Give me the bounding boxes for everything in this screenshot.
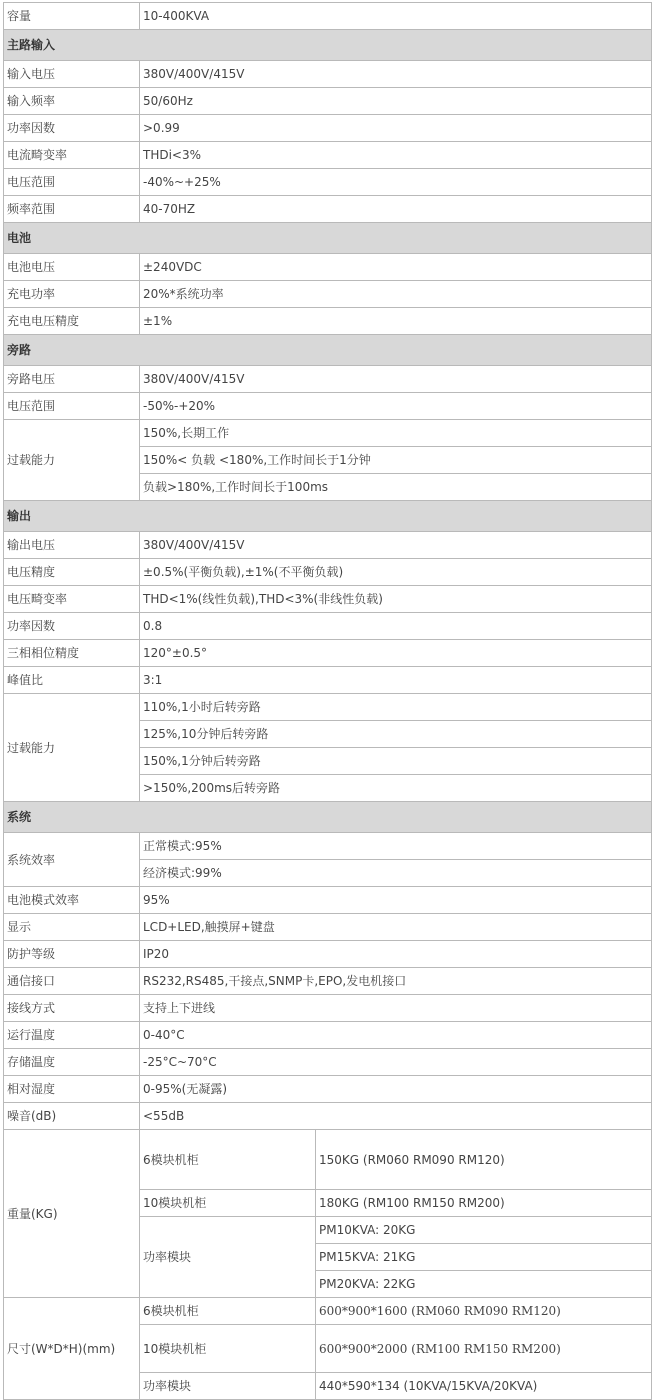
table-row bbox=[4, 196, 652, 223]
sub-label: 6模块机柜 bbox=[140, 1298, 316, 1325]
row-value: -25°C~70°C bbox=[140, 1049, 652, 1076]
row-label: 三相相位精度 bbox=[4, 640, 140, 667]
row-value: 180KG (RM100 RM150 RM200) bbox=[316, 1190, 652, 1217]
row-label: 旁路电压 bbox=[4, 366, 140, 393]
row-value: 50/60Hz bbox=[140, 88, 652, 115]
row-value: 20%*系统功率 bbox=[140, 281, 652, 308]
row-value: THD<1%(线性负载),THD<3%(非线性负载) bbox=[140, 586, 652, 613]
row-label: 显示 bbox=[4, 914, 140, 941]
row-label: 存储温度 bbox=[4, 1049, 140, 1076]
row-label: 过载能力 bbox=[4, 420, 140, 501]
row-value: PM20KVA: 22KG bbox=[316, 1271, 652, 1298]
sub-label: 10模块机柜 bbox=[140, 1325, 316, 1373]
table-row bbox=[4, 115, 652, 142]
row-value: 380V/400V/415V bbox=[140, 61, 652, 88]
table-row bbox=[4, 1049, 652, 1076]
row-value: PM15KVA: 21KG bbox=[316, 1244, 652, 1271]
table-row bbox=[4, 887, 652, 914]
row-value: >0.99 bbox=[140, 115, 652, 142]
table-row bbox=[4, 941, 652, 968]
table-row bbox=[4, 694, 652, 721]
sub-label: 功率模块 bbox=[140, 1217, 316, 1298]
row-value: -40%~+25% bbox=[140, 169, 652, 196]
section-header-bypass bbox=[4, 335, 652, 366]
row-value: 0-95%(无凝露) bbox=[140, 1076, 652, 1103]
row-value: ±240VDC bbox=[140, 254, 652, 281]
row-value: 正常模式:95% bbox=[140, 833, 652, 860]
row-value: 110%,1小时后转旁路 bbox=[140, 694, 652, 721]
row-value: 600*900*2000 (RM100 RM150 RM200) bbox=[316, 1325, 652, 1373]
row-value: 0.8 bbox=[140, 613, 652, 640]
row-value: <55dB bbox=[140, 1103, 652, 1130]
row-value: -50%-+20% bbox=[140, 393, 652, 420]
row-value: 125%,10分钟后转旁路 bbox=[140, 721, 652, 748]
row-value: LCD+LED,触摸屏+键盘 bbox=[140, 914, 652, 941]
row-value: 380V/400V/415V bbox=[140, 532, 652, 559]
table-row bbox=[4, 88, 652, 115]
row-label: 输出电压 bbox=[4, 532, 140, 559]
section-header-battery bbox=[4, 223, 652, 254]
table-row bbox=[4, 169, 652, 196]
table-row bbox=[4, 308, 652, 335]
section-title: 输出 bbox=[4, 501, 652, 532]
row-label: 接线方式 bbox=[4, 995, 140, 1022]
row-value: THDi<3% bbox=[140, 142, 652, 169]
row-value: 95% bbox=[140, 887, 652, 914]
table-row bbox=[4, 613, 652, 640]
section-title: 旁路 bbox=[4, 335, 652, 366]
table-row bbox=[4, 995, 652, 1022]
row-label: 充电电压精度 bbox=[4, 308, 140, 335]
section-header-main-input bbox=[4, 30, 652, 61]
row-value: 0-40°C bbox=[140, 1022, 652, 1049]
table-row bbox=[4, 1076, 652, 1103]
table-row bbox=[4, 142, 652, 169]
row-label: 通信接口 bbox=[4, 968, 140, 995]
table-row bbox=[4, 393, 652, 420]
sub-label: 功率模块 bbox=[140, 1373, 316, 1400]
row-label: 电池模式效率 bbox=[4, 887, 140, 914]
table-row bbox=[4, 586, 652, 613]
row-value: 440*590*134 (10KVA/15KVA/20KVA) bbox=[316, 1373, 652, 1400]
row-label: 频率范围 bbox=[4, 196, 140, 223]
row-label: 电流畸变率 bbox=[4, 142, 140, 169]
row-value: 经济模式:99% bbox=[140, 860, 652, 887]
table-row bbox=[4, 1130, 652, 1190]
sub-label: 6模块机柜 bbox=[140, 1130, 316, 1190]
row-label: 系统效率 bbox=[4, 833, 140, 887]
row-label: 输入电压 bbox=[4, 61, 140, 88]
row-label: 噪音(dB) bbox=[4, 1103, 140, 1130]
table-row bbox=[4, 559, 652, 586]
section-header-system bbox=[4, 802, 652, 833]
row-value: RS232,RS485,干接点,SNMP卡,EPO,发电机接口 bbox=[140, 968, 652, 995]
table-row bbox=[4, 1298, 652, 1325]
row-value: 150%< 负载 <180%,工作时间长于1分钟 bbox=[140, 447, 652, 474]
table-row bbox=[4, 3, 652, 30]
row-value: 380V/400V/415V bbox=[140, 366, 652, 393]
row-label: 电压范围 bbox=[4, 393, 140, 420]
table-row bbox=[4, 968, 652, 995]
row-label: 防护等级 bbox=[4, 941, 140, 968]
row-label: 电压范围 bbox=[4, 169, 140, 196]
section-header-output bbox=[4, 501, 652, 532]
row-label: 峰值比 bbox=[4, 667, 140, 694]
row-label: 运行温度 bbox=[4, 1022, 140, 1049]
row-label: 电压精度 bbox=[4, 559, 140, 586]
sub-label: 10模块机柜 bbox=[140, 1190, 316, 1217]
row-value: 10-400KVA bbox=[140, 3, 652, 30]
table-row bbox=[4, 640, 652, 667]
table-row bbox=[4, 532, 652, 559]
table-row bbox=[4, 667, 652, 694]
row-label: 相对湿度 bbox=[4, 1076, 140, 1103]
row-value: 600*900*1600 (RM060 RM090 RM120) bbox=[316, 1298, 652, 1325]
row-label: 功率因数 bbox=[4, 613, 140, 640]
row-value: 150%,长期工作 bbox=[140, 420, 652, 447]
row-label: 过载能力 bbox=[4, 694, 140, 802]
table-row bbox=[4, 281, 652, 308]
row-value: 支持上下进线 bbox=[140, 995, 652, 1022]
row-value: ±0.5%(平衡负载),±1%(不平衡负载) bbox=[140, 559, 652, 586]
table-row bbox=[4, 254, 652, 281]
row-value: 40-70HZ bbox=[140, 196, 652, 223]
section-title: 系统 bbox=[4, 802, 652, 833]
row-value: IP20 bbox=[140, 941, 652, 968]
row-value: ±1% bbox=[140, 308, 652, 335]
table-row bbox=[4, 61, 652, 88]
table-row bbox=[4, 833, 652, 860]
row-value: 150KG (RM060 RM090 RM120) bbox=[316, 1130, 652, 1190]
table-row bbox=[4, 366, 652, 393]
section-title: 主路输入 bbox=[4, 30, 652, 61]
row-value: 3:1 bbox=[140, 667, 652, 694]
table-row bbox=[4, 420, 652, 447]
spec-table bbox=[3, 2, 652, 1400]
row-value: 负载>180%,工作时间长于100ms bbox=[140, 474, 652, 501]
table-row bbox=[4, 1022, 652, 1049]
row-label: 电池电压 bbox=[4, 254, 140, 281]
table-row bbox=[4, 1103, 652, 1130]
table-row bbox=[4, 914, 652, 941]
row-value: >150%,200ms后转旁路 bbox=[140, 775, 652, 802]
row-label: 充电功率 bbox=[4, 281, 140, 308]
row-value: 120°±0.5° bbox=[140, 640, 652, 667]
row-value: 150%,1分钟后转旁路 bbox=[140, 748, 652, 775]
row-label: 容量 bbox=[4, 3, 140, 30]
row-label: 尺寸(W*D*H)(mm) bbox=[4, 1298, 140, 1400]
row-label: 电压畸变率 bbox=[4, 586, 140, 613]
row-label: 输入频率 bbox=[4, 88, 140, 115]
row-value: PM10KVA: 20KG bbox=[316, 1217, 652, 1244]
row-label: 功率因数 bbox=[4, 115, 140, 142]
section-title: 电池 bbox=[4, 223, 652, 254]
row-label: 重量(KG) bbox=[4, 1130, 140, 1298]
